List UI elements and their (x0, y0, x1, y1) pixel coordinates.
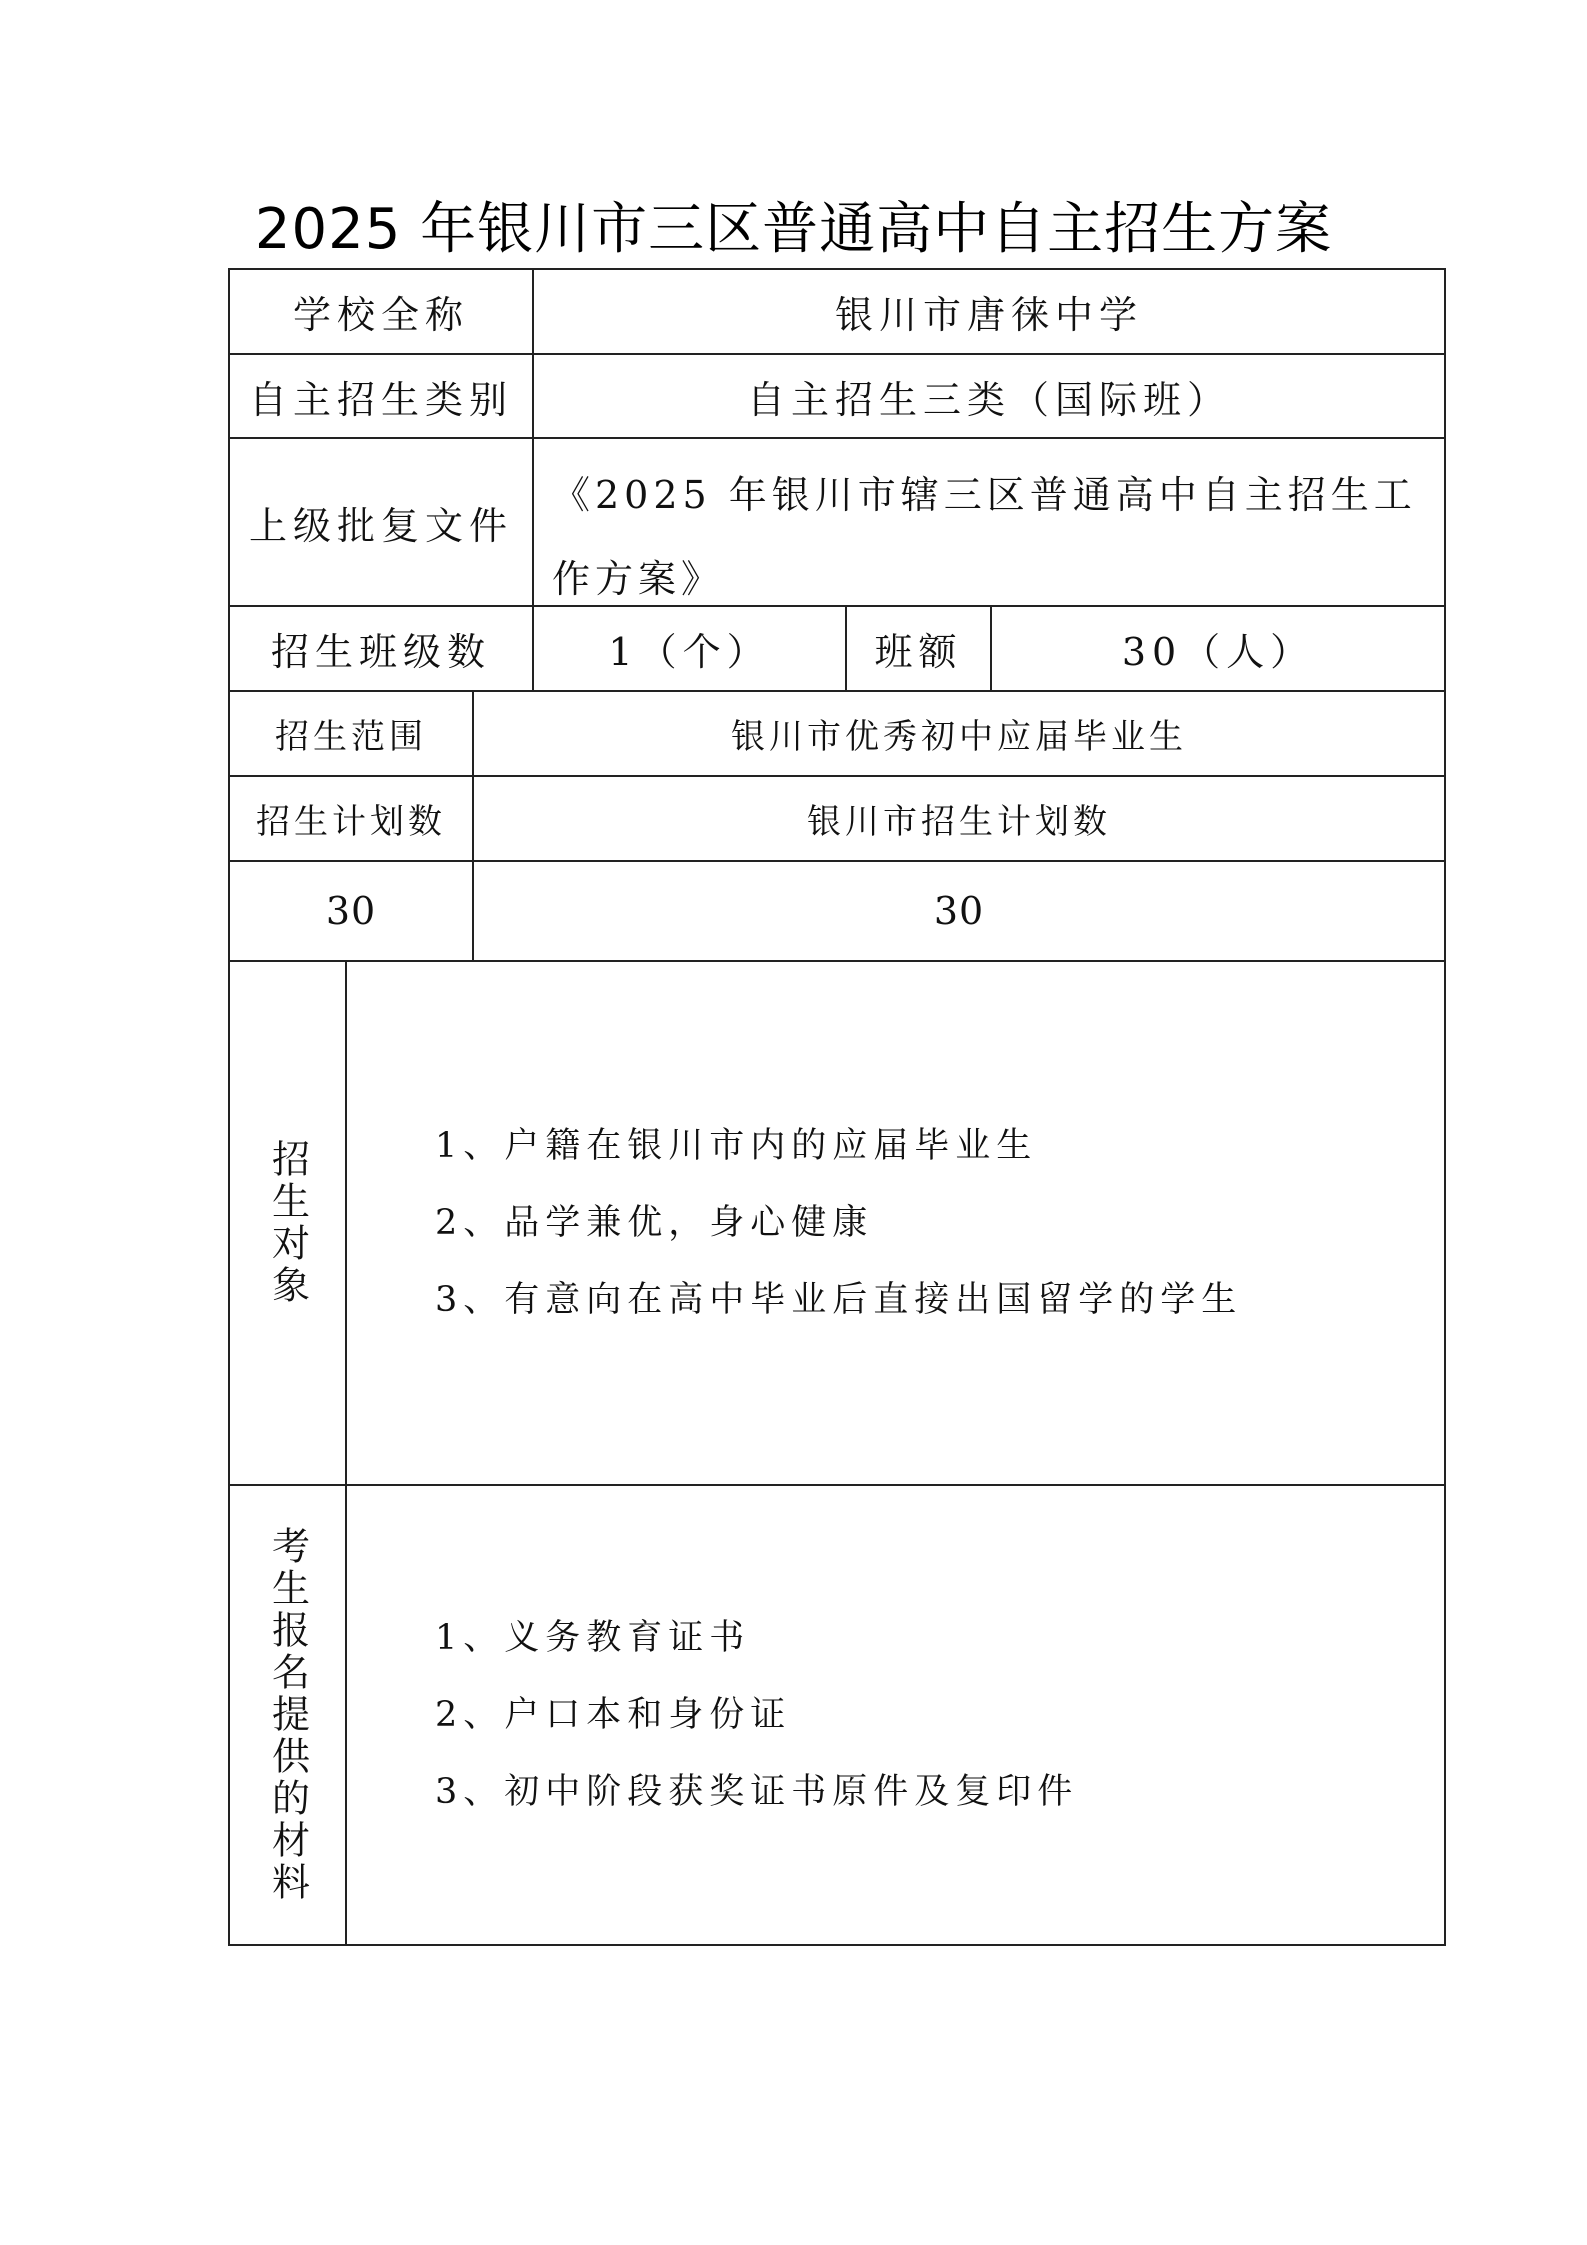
list-item: 2、户口本和身份证 (435, 1694, 792, 1735)
row-classes (228, 605, 1446, 690)
list-item: 3、初中阶段获奖证书原件及复印件 (435, 1771, 1079, 1812)
label-materials-cell (230, 1486, 345, 1944)
label-targets-cell (230, 962, 345, 1484)
row-category (228, 353, 1446, 437)
label-approval: 上级批复文件 (248, 503, 513, 548)
label-targets: 招生对象 (265, 1139, 310, 1307)
row-materials (228, 1484, 1446, 1946)
label-class-quota: 班额 (845, 607, 990, 690)
label-plan-total: 招生计划数 (256, 802, 446, 842)
row-school-name (228, 268, 1446, 353)
row-plan-values (228, 860, 1446, 960)
list-item: 1、户籍在银川市内的应届毕业生 (435, 1125, 1038, 1166)
value-approval: 《2025 年银川市辖三区普通高中自主招生工作方案》 (532, 439, 1444, 605)
value-class-quota: 30（人） (990, 607, 1444, 690)
page-title: 2025 年银川市三区普通高中自主招生方案 (254, 197, 1333, 262)
row-scope (228, 690, 1446, 775)
materials-list (435, 1486, 1078, 1944)
admission-table (228, 268, 1446, 1950)
label-scope: 招生范围 (275, 717, 427, 757)
label-plan-city: 银川市招生计划数 (472, 777, 1444, 860)
list-item: 2、品学兼优，身心健康 (435, 1202, 874, 1243)
label-category: 自主招生类别 (248, 377, 513, 422)
row-approval (228, 437, 1446, 605)
label-school-name: 学校全称 (292, 293, 469, 337)
value-category: 自主招生三类（国际班） (532, 355, 1444, 437)
targets-list (435, 962, 1242, 1484)
value-school-name: 银川市唐徕中学 (532, 270, 1444, 353)
value-plan-total: 30 (325, 889, 377, 933)
value-plan-city: 30 (472, 862, 1444, 960)
list-item: 1、义务教育证书 (435, 1617, 751, 1658)
label-classes: 招生班级数 (270, 630, 491, 674)
value-classes: 1（个） (532, 607, 845, 690)
row-plan-header (228, 775, 1446, 860)
list-item: 3、有意向在高中毕业后直接出国留学的学生 (435, 1279, 1243, 1320)
label-materials: 考生报名提供的材料 (265, 1526, 310, 1904)
value-scope: 银川市优秀初中应届毕业生 (472, 692, 1444, 775)
row-targets (228, 960, 1446, 1484)
